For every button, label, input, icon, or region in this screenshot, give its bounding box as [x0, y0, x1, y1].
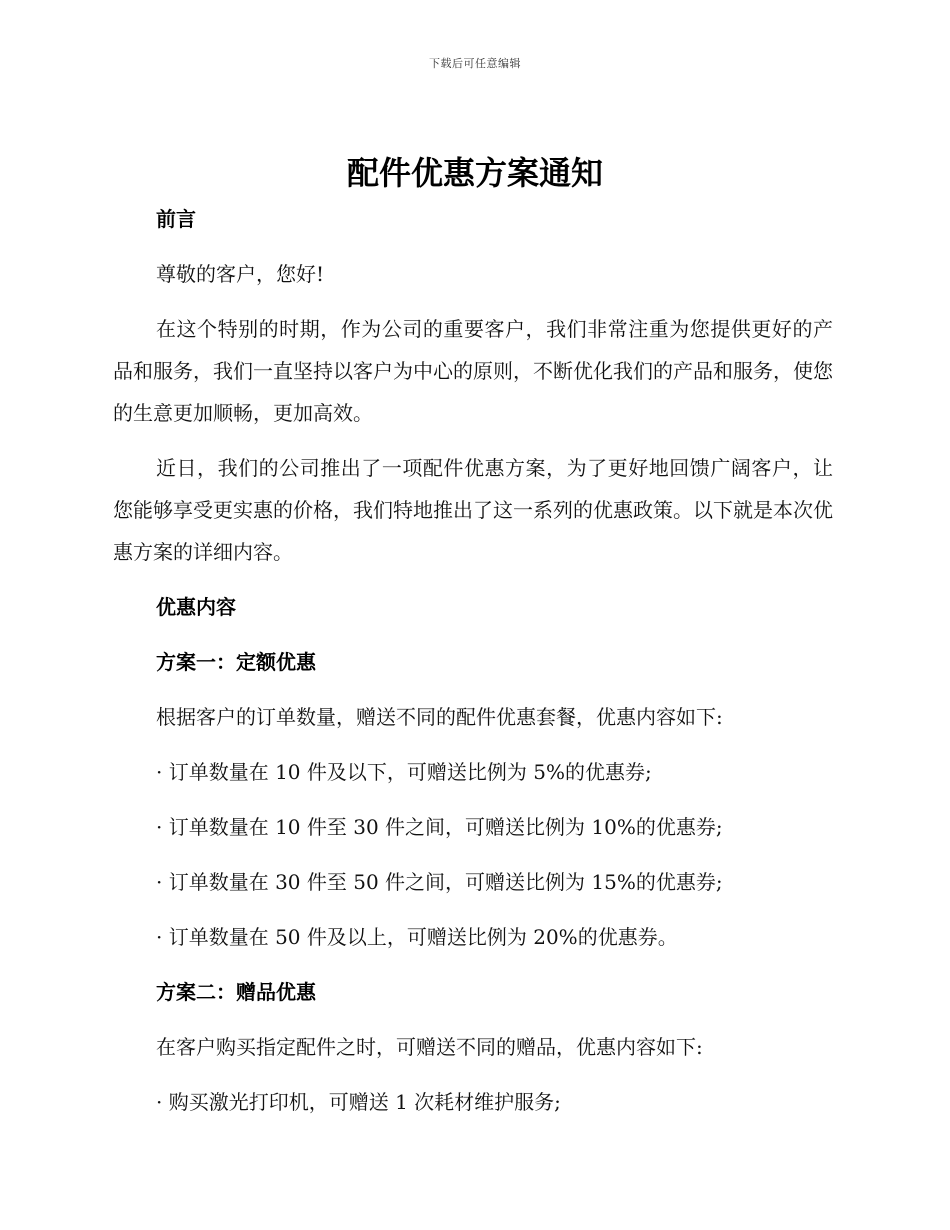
- plan1-list-item: · 订单数量在 30 件至 50 件之间，可赠送比例为 15%的优惠券;: [156, 870, 723, 894]
- plan1-intro: 根据客户的订单数量，赠送不同的配件优惠套餐，优惠内容如下:: [156, 705, 723, 729]
- plan1-list-item: · 订单数量在 50 件及以上，可赠送比例为 20%的优惠券。: [156, 925, 678, 949]
- preface-heading: 前言: [156, 207, 196, 231]
- plan2-intro: 在客户购买指定配件之时，可赠送不同的赠品，优惠内容如下:: [156, 1035, 703, 1059]
- header-note: 下载后可任意编辑: [429, 57, 521, 70]
- intro-paragraph-1: 在这个特别的时期，作为公司的重要客户，我们非常注重为您提供更好的产品和服务，我们一直坚持以客户为中心的原则，不断优化我们的产品和服务，使您的生意更加顺畅，更加高效。: [113, 317, 833, 425]
- greeting-paragraph: 尊敬的客户，您好!: [156, 262, 325, 286]
- plan1-list-item: · 订单数量在 10 件至 30 件之间，可赠送比例为 10%的优惠券;: [156, 815, 723, 839]
- intro-paragraph-2: 近日，我们的公司推出了一项配件优惠方案，为了更好地回馈广阔客户，让您能够享受更实惠的价格，我们特地推出了这一系列的优惠政策。以下就是本次优惠方案的详细内容。: [113, 456, 833, 564]
- document-body: [113, 198, 833, 1136]
- plan2-list-item: · 购买激光打印机，可赠送 1 次耗材维护服务;: [156, 1090, 561, 1114]
- document-title: 配件优惠方案通知: [346, 154, 603, 192]
- plan1-heading: 方案一：定额优惠: [156, 650, 316, 674]
- offers-heading: 优惠内容: [156, 595, 236, 619]
- plan1-list-item: · 订单数量在 10 件及以下，可赠送比例为 5%的优惠券;: [156, 760, 652, 784]
- plan2-heading: 方案二：赠品优惠: [156, 980, 316, 1004]
